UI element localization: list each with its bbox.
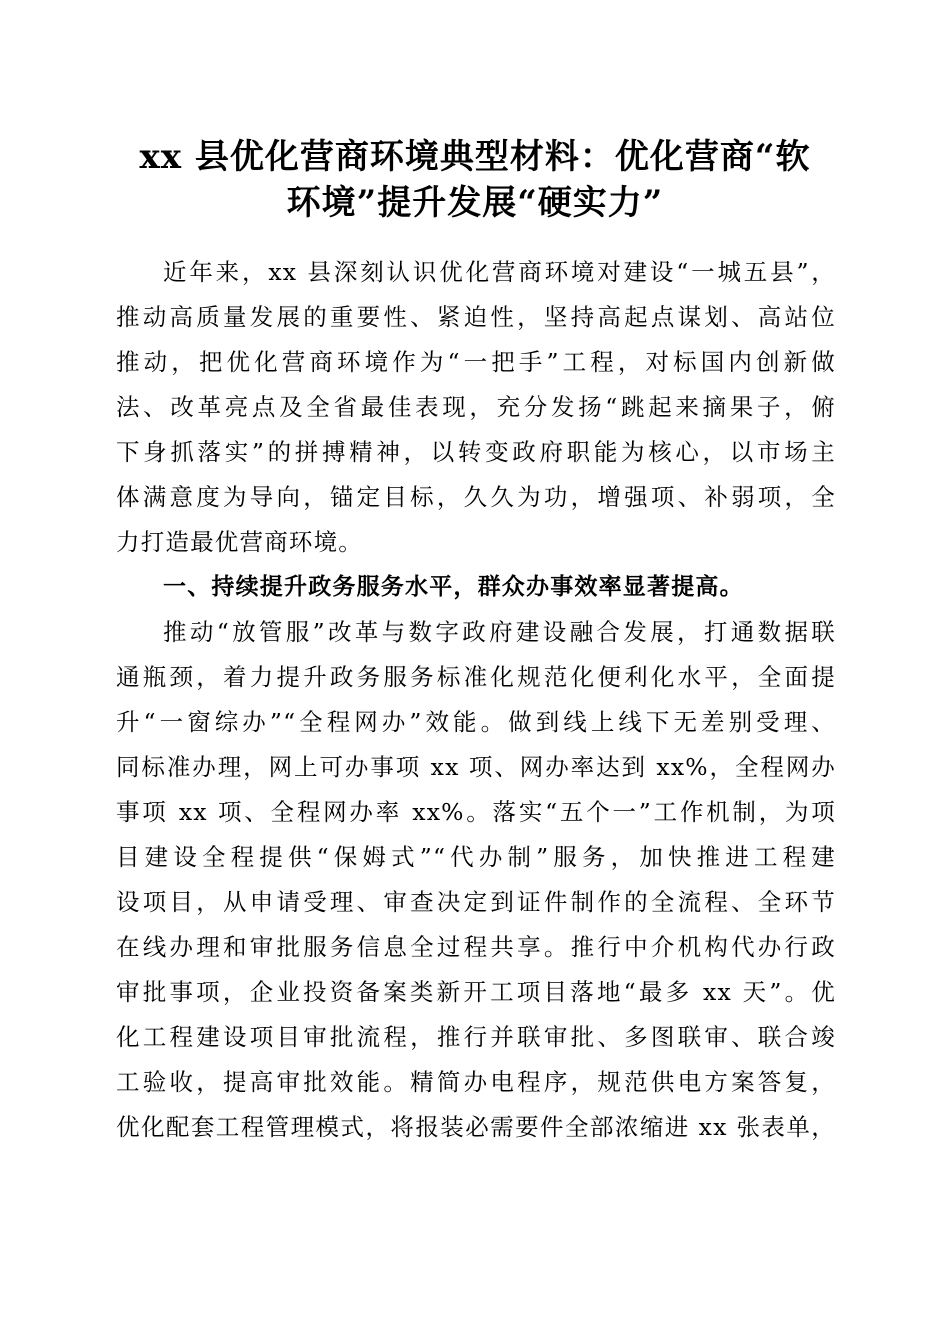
title-line-2: 环境”提升发展“硬实力” [286,183,664,223]
paragraph-line: 推动高质量发展的重要性、紧迫性，坚持高起点谋划、高站位 [116,303,836,331]
paragraph-line: 近年来，xx 县深刻认识优化营商环境对建设“一城五县”， [163,258,836,286]
paragraph-line: 同标准办理，网上可办事项 xx 项、网办率达到 xx%，全程网办 [116,753,836,781]
paragraph-line: 下身抓落实”的拼搏精神，以转变政府职能为核心，以市场主 [116,438,836,466]
section-1-paragraph [116,610,836,1150]
paragraph-line: 工验收，提高审批效能。精简办电程序，规范供电方案答复， [116,1068,836,1096]
paragraph-line: 法、改革亮点及全省最佳表现，充分发扬“跳起来摘果子，俯 [116,393,836,421]
paragraph-line: 优化配套工程管理模式，将报装必需要件全部浓缩进 xx 张表单， [116,1113,836,1141]
document-body [116,250,836,1150]
paragraph-line: 目建设全程提供“保姆式”“代办制”服务，加快推进工程建 [116,843,836,871]
paragraph-line: 通瓶颈，着力提升政务服务标准化规范化便利化水平，全面提 [116,663,836,691]
section-heading: 一、持续提升政务服务水平，群众办事效率显著提高。 [163,574,744,600]
paragraph-line: 体满意度为导向，锚定目标，久久为功，增强项、补弱项，全 [116,483,836,511]
title-line-1: xx 县优化营商环境典型材料：优化营商“软 [139,137,811,177]
paragraph-line: 力打造最优营商环境。 [116,528,363,556]
paragraph-line: 事项 xx 项、全程网办率 xx%。落实“五个一”工作机制，为项 [116,798,836,826]
paragraph-line: 推动，把优化营商环境作为“一把手”工程，对标国内创新做 [116,348,836,376]
document-title [100,134,850,226]
paragraph-line: 化工程建设项目审批流程，推行并联审批、多图联审、联合竣 [116,1023,836,1051]
intro-paragraph [116,250,836,565]
paragraph-line: 升“一窗综办”“全程网办”效能。做到线上线下无差别受理、 [116,708,836,736]
paragraph-line: 设项目，从申请受理、审查决定到证件制作的全流程、全环节 [116,888,836,916]
paragraph-line: 审批事项，企业投资备案类新开工项目落地“最多 xx 天”。优 [116,978,836,1006]
paragraph-line: 在线办理和审批服务信息全过程共享。推行中介机构代办行政 [116,933,836,961]
paragraph-line: 推动“放管服”改革与数字政府建设融合发展，打通数据联 [163,618,836,646]
